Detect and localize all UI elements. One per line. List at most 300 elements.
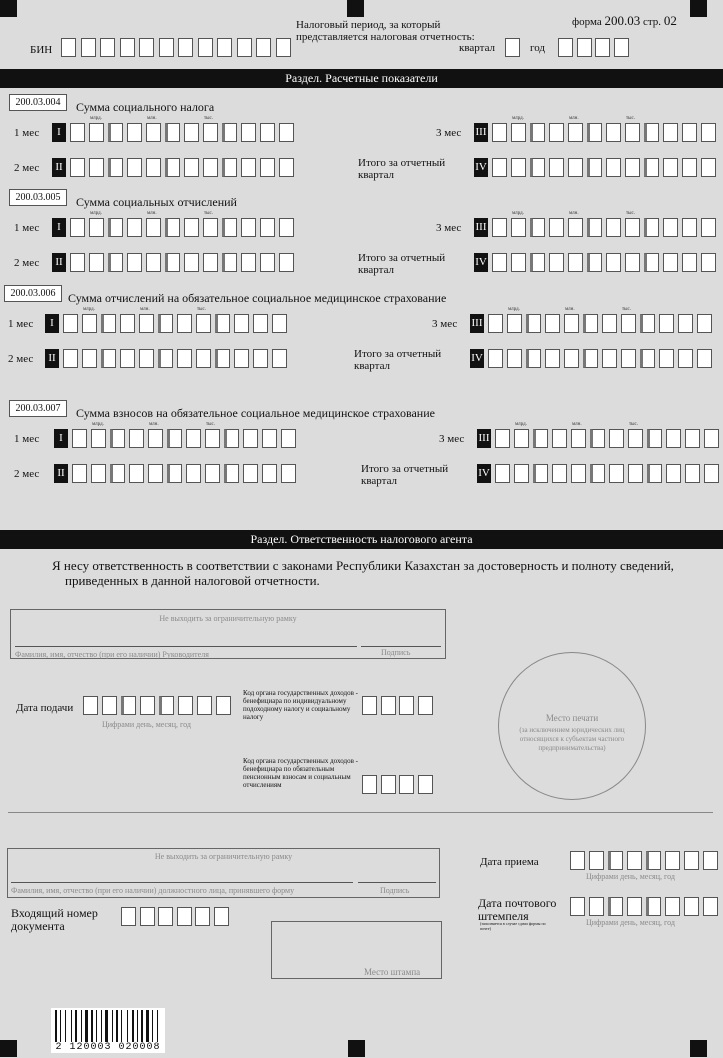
- amount-200.03.004-3-cell[interactable]: [587, 158, 602, 177]
- amount-200.03.006-0-cell[interactable]: [63, 314, 78, 333]
- incoming-number-cell[interactable]: [195, 907, 210, 926]
- amount-200.03.004-3-cell[interactable]: [682, 158, 697, 177]
- amount-200.03.006-0-cell[interactable]: [82, 314, 97, 333]
- amount-200.03.004-0-cell[interactable]: [260, 123, 275, 142]
- amount-200.03.006-0-cell[interactable]: [101, 314, 116, 333]
- amount-200.03.006-3-cell[interactable]: [488, 349, 503, 368]
- amount-200.03.004-1-cell[interactable]: [165, 158, 180, 177]
- year-cell[interactable]: [558, 38, 573, 57]
- amount-200.03.005-3-cell[interactable]: [530, 253, 545, 272]
- amount-200.03.005-3-cell[interactable]: [625, 253, 640, 272]
- accept-date-cell[interactable]: [627, 851, 642, 870]
- amount-200.03.006-3-cell[interactable]: [659, 349, 674, 368]
- amount-200.03.004-3-cell[interactable]: [644, 158, 659, 177]
- amount-200.03.007-2-cell[interactable]: [628, 429, 643, 448]
- amount-200.03.004-2-cell[interactable]: [530, 123, 545, 142]
- amount-200.03.005-0-cell[interactable]: [184, 218, 199, 237]
- year-cell[interactable]: [595, 38, 610, 57]
- amount-200.03.007-3-cell[interactable]: [704, 464, 719, 483]
- submission-date-cell[interactable]: [140, 696, 155, 715]
- amount-200.03.004-3-cell[interactable]: [663, 158, 678, 177]
- accept-date-cell[interactable]: [608, 851, 623, 870]
- quarter-field[interactable]: [505, 38, 520, 57]
- amount-200.03.004-3-cell[interactable]: [625, 158, 640, 177]
- postmark-date-cell[interactable]: [665, 897, 680, 916]
- amount-200.03.007-3-cell[interactable]: [647, 464, 662, 483]
- amount-200.03.005-1-cell[interactable]: [184, 253, 199, 272]
- incoming-number-cell[interactable]: [158, 907, 173, 926]
- barcode-bar: [157, 1010, 158, 1042]
- amount-200.03.004-3-cell[interactable]: [492, 158, 507, 177]
- amount-200.03.005-2-cell[interactable]: [663, 218, 678, 237]
- corner-mark-bottom-center: [348, 1040, 365, 1057]
- amount-200.03.007-0-cell[interactable]: [110, 429, 125, 448]
- amount-200.03.004-1-cell[interactable]: [203, 158, 218, 177]
- amount-200.03.004-2-cell[interactable]: [682, 123, 697, 142]
- amount-200.03.007-1-cell[interactable]: [224, 464, 239, 483]
- amount-200.03.006-2-cell[interactable]: [659, 314, 674, 333]
- amount-200.03.006-1-cell[interactable]: [139, 349, 154, 368]
- amount-200.03.005-3-cell[interactable]: [549, 253, 564, 272]
- postmark-date-cell[interactable]: [627, 897, 642, 916]
- amount-200.03.004-0-cell[interactable]: [70, 123, 85, 142]
- amount-200.03.004-2-cell[interactable]: [701, 123, 716, 142]
- roman-marker-2: III: [477, 429, 491, 448]
- amount-200.03.006-2-cell[interactable]: [545, 314, 560, 333]
- form-prefix: форма: [572, 16, 602, 28]
- amount-200.03.006-3-cell[interactable]: [526, 349, 541, 368]
- amount-200.03.004-2-cell[interactable]: [587, 123, 602, 142]
- amount-200.03.004-1-cell[interactable]: [108, 158, 123, 177]
- bin-cell[interactable]: [100, 38, 115, 57]
- incoming-number-cell[interactable]: [214, 907, 229, 926]
- bin-cell[interactable]: [276, 38, 291, 57]
- head-signature-box[interactable]: [10, 609, 446, 659]
- amount-200.03.005-3-cell[interactable]: [606, 253, 621, 272]
- amount-200.03.005-2-cell[interactable]: [587, 218, 602, 237]
- bin-cell[interactable]: [139, 38, 154, 57]
- amount-200.03.004-0-cell[interactable]: [203, 123, 218, 142]
- amount-200.03.006-1-cell[interactable]: [101, 349, 116, 368]
- unit-ths: тыс.: [626, 116, 636, 121]
- amount-200.03.005-1-cell[interactable]: [165, 253, 180, 272]
- amount-200.03.004-2-cell[interactable]: [568, 123, 583, 142]
- unit-mln: млн.: [147, 211, 157, 216]
- unit-ths: тыс.: [626, 211, 636, 216]
- unit-mln: млн.: [149, 422, 159, 427]
- accept-date-cell[interactable]: [570, 851, 585, 870]
- amount-200.03.006-0-cell[interactable]: [120, 314, 135, 333]
- amount-200.03.007-0-cell[interactable]: [186, 429, 201, 448]
- postmark-date-cell[interactable]: [646, 897, 661, 916]
- line-title-200.03.006: Сумма отчислений на обязательное социальное медицинское страхование: [68, 291, 447, 305]
- amount-200.03.007-3-cell[interactable]: [609, 464, 624, 483]
- unit-bln: млрд.: [512, 211, 524, 216]
- amount-200.03.006-0-cell[interactable]: [139, 314, 154, 333]
- amount-200.03.005-2-cell[interactable]: [644, 218, 659, 237]
- amount-200.03.005-0-cell[interactable]: [222, 218, 237, 237]
- amount-200.03.007-0-cell[interactable]: [148, 429, 163, 448]
- amount-200.03.007-2-cell[interactable]: [666, 429, 681, 448]
- amount-200.03.007-1-cell[interactable]: [72, 464, 87, 483]
- amount-200.03.006-3-cell[interactable]: [678, 349, 693, 368]
- amount-200.03.005-3-cell[interactable]: [701, 253, 716, 272]
- amount-200.03.005-0-cell[interactable]: [146, 218, 161, 237]
- amount-200.03.005-3-cell[interactable]: [492, 253, 507, 272]
- amount-200.03.007-2-cell[interactable]: [685, 429, 700, 448]
- corner-mark-top-center: [347, 0, 364, 17]
- amount-200.03.006-2-cell[interactable]: [678, 314, 693, 333]
- accept-date-cell[interactable]: [665, 851, 680, 870]
- postmark-date-hint: Цифрами день, месяц, год: [586, 918, 675, 927]
- postmark-date-cell[interactable]: [570, 897, 585, 916]
- amount-200.03.004-2-cell[interactable]: [549, 123, 564, 142]
- amount-200.03.004-1-cell[interactable]: [260, 158, 275, 177]
- barcode-number: 2 120003 020008: [55, 1042, 161, 1053]
- amount-200.03.007-1-cell[interactable]: [186, 464, 201, 483]
- amount-200.03.007-1-cell[interactable]: [91, 464, 106, 483]
- amount-200.03.006-0-cell[interactable]: [215, 314, 230, 333]
- amount-200.03.006-2-cell[interactable]: [697, 314, 712, 333]
- stamp-place-box: [271, 921, 442, 979]
- amount-200.03.007-0-cell[interactable]: [167, 429, 182, 448]
- submission-date-cell[interactable]: [159, 696, 174, 715]
- barcode-bar: [65, 1010, 66, 1042]
- amount-200.03.004-2-cell[interactable]: [625, 123, 640, 142]
- receiver-signature-box[interactable]: [7, 848, 440, 898]
- postmark-date-cell[interactable]: [589, 897, 604, 916]
- head-sign-caption: Подпись: [381, 648, 411, 657]
- amount-200.03.007-1-cell[interactable]: [110, 464, 125, 483]
- amount-200.03.004-3-cell[interactable]: [568, 158, 583, 177]
- amount-200.03.005-0-cell[interactable]: [89, 218, 104, 237]
- amount-200.03.005-1-cell[interactable]: [260, 253, 275, 272]
- roman-marker-1: II: [52, 158, 66, 177]
- amount-200.03.005-2-cell[interactable]: [568, 218, 583, 237]
- head-sign-line: [361, 646, 441, 647]
- amount-200.03.007-3-cell[interactable]: [666, 464, 681, 483]
- amount-200.03.007-3-cell[interactable]: [590, 464, 605, 483]
- bin-cell[interactable]: [81, 38, 96, 57]
- amount-200.03.005-0-cell[interactable]: [260, 218, 275, 237]
- postmark-date-cell[interactable]: [608, 897, 623, 916]
- submission-date-cell[interactable]: [216, 696, 231, 715]
- code-recipient-2-cell[interactable]: [362, 775, 377, 794]
- barcode-bar: [127, 1010, 128, 1042]
- amount-200.03.004-0-cell[interactable]: [146, 123, 161, 142]
- unit-bln: млрд.: [512, 116, 524, 121]
- total-label-line2: квартал: [361, 475, 398, 487]
- amount-200.03.004-0-cell[interactable]: [108, 123, 123, 142]
- amount-200.03.005-2-cell[interactable]: [492, 218, 507, 237]
- roman-marker-2: III: [474, 218, 488, 237]
- amount-200.03.004-3-cell[interactable]: [549, 158, 564, 177]
- amount-200.03.004-3-cell[interactable]: [530, 158, 545, 177]
- amount-200.03.007-0-cell[interactable]: [72, 429, 87, 448]
- head-signature-hint: Не выходить за ограничительную рамку: [159, 614, 297, 623]
- amount-200.03.004-1-cell[interactable]: [241, 158, 256, 177]
- amount-200.03.005-1-cell[interactable]: [70, 253, 85, 272]
- accept-date-cell[interactable]: [646, 851, 661, 870]
- amount-200.03.006-2-cell[interactable]: [583, 314, 598, 333]
- code-recipient-2-cell[interactable]: [381, 775, 396, 794]
- amount-200.03.006-1-cell[interactable]: [177, 349, 192, 368]
- amount-200.03.005-3-cell[interactable]: [682, 253, 697, 272]
- amount-200.03.007-0-cell[interactable]: [243, 429, 258, 448]
- amount-200.03.004-0-cell[interactable]: [279, 123, 294, 142]
- amount-200.03.006-3-cell[interactable]: [640, 349, 655, 368]
- year-cell[interactable]: [577, 38, 592, 57]
- amount-200.03.006-2-cell[interactable]: [564, 314, 579, 333]
- bin-cell[interactable]: [120, 38, 135, 57]
- amount-200.03.006-1-cell[interactable]: [215, 349, 230, 368]
- amount-200.03.005-1-cell[interactable]: [127, 253, 142, 272]
- submission-date-cell[interactable]: [83, 696, 98, 715]
- amount-200.03.006-2-cell[interactable]: [621, 314, 636, 333]
- row-label-0: 1 мес: [14, 433, 40, 445]
- year-cell[interactable]: [614, 38, 629, 57]
- code-recipient-1-cell[interactable]: [362, 696, 377, 715]
- amount-200.03.004-2-cell[interactable]: [511, 123, 526, 142]
- amount-200.03.005-0-cell[interactable]: [108, 218, 123, 237]
- amount-200.03.005-2-cell[interactable]: [511, 218, 526, 237]
- amount-200.03.005-3-cell[interactable]: [587, 253, 602, 272]
- unit-mln: млн.: [572, 422, 582, 427]
- barcode-bar: [101, 1010, 102, 1042]
- barcode-bar: [105, 1010, 108, 1042]
- amount-200.03.004-1-cell[interactable]: [89, 158, 104, 177]
- amount-200.03.006-1-cell[interactable]: [272, 349, 287, 368]
- amount-200.03.007-2-cell[interactable]: [571, 429, 586, 448]
- amount-200.03.005-3-cell[interactable]: [644, 253, 659, 272]
- amount-200.03.007-2-cell[interactable]: [514, 429, 529, 448]
- code-recipient-1-cell[interactable]: [418, 696, 433, 715]
- amount-200.03.005-1-cell[interactable]: [222, 253, 237, 272]
- total-label-line1: Итого за отчетный: [358, 252, 446, 264]
- amount-200.03.007-3-cell[interactable]: [552, 464, 567, 483]
- unit-mln: млн.: [147, 116, 157, 121]
- amount-200.03.004-2-cell[interactable]: [663, 123, 678, 142]
- amount-200.03.006-0-cell[interactable]: [196, 314, 211, 333]
- code-recipient-2-cell[interactable]: [399, 775, 414, 794]
- unit-mln: млн.: [569, 116, 579, 121]
- amount-200.03.005-1-cell[interactable]: [89, 253, 104, 272]
- amount-200.03.006-0-cell[interactable]: [177, 314, 192, 333]
- amount-200.03.006-1-cell[interactable]: [253, 349, 268, 368]
- postmark-date-cell[interactable]: [703, 897, 718, 916]
- corner-mark-top-left: [0, 0, 17, 17]
- amount-200.03.007-3-cell[interactable]: [571, 464, 586, 483]
- amount-200.03.004-1-cell[interactable]: [279, 158, 294, 177]
- amount-200.03.007-3-cell[interactable]: [514, 464, 529, 483]
- bin-cell[interactable]: [61, 38, 76, 57]
- postmark-date-cell[interactable]: [684, 897, 699, 916]
- submission-date-cell[interactable]: [178, 696, 193, 715]
- form-number: 200.03: [604, 13, 641, 28]
- amount-200.03.005-2-cell[interactable]: [606, 218, 621, 237]
- amount-200.03.006-3-cell[interactable]: [697, 349, 712, 368]
- amount-200.03.005-2-cell[interactable]: [530, 218, 545, 237]
- accept-date-cell[interactable]: [589, 851, 604, 870]
- amount-200.03.006-2-cell[interactable]: [602, 314, 617, 333]
- amount-200.03.007-3-cell[interactable]: [533, 464, 548, 483]
- amount-200.03.006-0-cell[interactable]: [158, 314, 173, 333]
- bin-cell[interactable]: [178, 38, 193, 57]
- amount-200.03.007-0-cell[interactable]: [129, 429, 144, 448]
- accept-date-hint: Цифрами день, месяц, год: [586, 872, 675, 881]
- amount-200.03.005-1-cell[interactable]: [279, 253, 294, 272]
- head-name-line: [15, 646, 357, 647]
- amount-200.03.004-2-cell[interactable]: [606, 123, 621, 142]
- amount-200.03.006-2-cell[interactable]: [640, 314, 655, 333]
- amount-200.03.005-0-cell[interactable]: [203, 218, 218, 237]
- amount-200.03.005-0-cell[interactable]: [241, 218, 256, 237]
- amount-200.03.006-0-cell[interactable]: [272, 314, 287, 333]
- amount-200.03.004-1-cell[interactable]: [146, 158, 161, 177]
- incoming-number-cell[interactable]: [177, 907, 192, 926]
- barcode-bar: [75, 1010, 77, 1042]
- amount-200.03.005-1-cell[interactable]: [146, 253, 161, 272]
- amount-200.03.005-3-cell[interactable]: [568, 253, 583, 272]
- amount-200.03.007-2-cell[interactable]: [647, 429, 662, 448]
- amount-200.03.005-1-cell[interactable]: [108, 253, 123, 272]
- amount-200.03.007-2-cell[interactable]: [552, 429, 567, 448]
- amount-200.03.004-1-cell[interactable]: [184, 158, 199, 177]
- amount-200.03.005-2-cell[interactable]: [682, 218, 697, 237]
- amount-200.03.006-2-cell[interactable]: [507, 314, 522, 333]
- amount-200.03.004-3-cell[interactable]: [511, 158, 526, 177]
- amount-200.03.004-1-cell[interactable]: [127, 158, 142, 177]
- amount-200.03.005-1-cell[interactable]: [203, 253, 218, 272]
- bin-cell[interactable]: [237, 38, 252, 57]
- incoming-number-cell[interactable]: [140, 907, 155, 926]
- amount-200.03.007-1-cell[interactable]: [243, 464, 258, 483]
- submission-date-cell[interactable]: [121, 696, 136, 715]
- amount-200.03.004-0-cell[interactable]: [184, 123, 199, 142]
- amount-200.03.006-1-cell[interactable]: [82, 349, 97, 368]
- bin-cell[interactable]: [217, 38, 232, 57]
- roman-marker-0: I: [52, 123, 66, 142]
- amount-200.03.005-2-cell[interactable]: [549, 218, 564, 237]
- amount-200.03.007-1-cell[interactable]: [129, 464, 144, 483]
- amount-200.03.004-0-cell[interactable]: [89, 123, 104, 142]
- year-label: год: [530, 42, 546, 54]
- roman-marker-0: I: [45, 314, 59, 333]
- amount-200.03.004-3-cell[interactable]: [701, 158, 716, 177]
- amount-200.03.006-1-cell[interactable]: [234, 349, 249, 368]
- amount-200.03.006-3-cell[interactable]: [507, 349, 522, 368]
- unit-ths: тыс.: [204, 116, 214, 121]
- amount-200.03.005-0-cell[interactable]: [279, 218, 294, 237]
- amount-200.03.005-2-cell[interactable]: [625, 218, 640, 237]
- amount-200.03.005-0-cell[interactable]: [127, 218, 142, 237]
- unit-bln: млрд.: [508, 307, 520, 312]
- amount-200.03.004-2-cell[interactable]: [492, 123, 507, 142]
- amount-200.03.006-3-cell[interactable]: [545, 349, 560, 368]
- amount-200.03.004-1-cell[interactable]: [70, 158, 85, 177]
- amount-200.03.005-3-cell[interactable]: [663, 253, 678, 272]
- amount-200.03.007-0-cell[interactable]: [281, 429, 296, 448]
- amount-200.03.006-3-cell[interactable]: [602, 349, 617, 368]
- amount-200.03.004-0-cell[interactable]: [241, 123, 256, 142]
- declaration-text: Я несу ответственность в соответствии с законами Республики Казахстан за достоверность и полноту сведений, приведенных в данной налоговой отчетности.: [52, 558, 674, 588]
- code-recipient-1-label: Код органа государственных доходов - бенефициара по индивидуальному подоходному налогу и социальному налогу: [243, 689, 358, 721]
- amount-200.03.007-3-cell[interactable]: [628, 464, 643, 483]
- amount-200.03.006-0-cell[interactable]: [253, 314, 268, 333]
- accept-date-cell[interactable]: [684, 851, 699, 870]
- barcode-bar: [146, 1010, 149, 1042]
- amount-200.03.007-2-cell[interactable]: [533, 429, 548, 448]
- barcode-bar: [96, 1010, 97, 1042]
- submission-date-cell[interactable]: [102, 696, 117, 715]
- amount-200.03.006-2-cell[interactable]: [488, 314, 503, 333]
- amount-200.03.005-2-cell[interactable]: [701, 218, 716, 237]
- barcode-bar: [112, 1010, 113, 1042]
- amount-200.03.006-2-cell[interactable]: [526, 314, 541, 333]
- amount-200.03.006-1-cell[interactable]: [120, 349, 135, 368]
- amount-200.03.005-1-cell[interactable]: [241, 253, 256, 272]
- amount-200.03.007-3-cell[interactable]: [495, 464, 510, 483]
- amount-200.03.004-0-cell[interactable]: [165, 123, 180, 142]
- amount-200.03.007-1-cell[interactable]: [205, 464, 220, 483]
- amount-200.03.005-3-cell[interactable]: [511, 253, 526, 272]
- amount-200.03.004-1-cell[interactable]: [222, 158, 237, 177]
- seal-place: [498, 652, 646, 800]
- amount-200.03.007-0-cell[interactable]: [262, 429, 277, 448]
- amount-200.03.004-0-cell[interactable]: [127, 123, 142, 142]
- amount-200.03.006-1-cell[interactable]: [196, 349, 211, 368]
- receiver-sign-caption: Подпись: [380, 886, 410, 895]
- amount-200.03.007-1-cell[interactable]: [262, 464, 277, 483]
- amount-200.03.005-0-cell[interactable]: [70, 218, 85, 237]
- submission-date-cell[interactable]: [197, 696, 212, 715]
- amount-200.03.007-2-cell[interactable]: [495, 429, 510, 448]
- amount-200.03.007-0-cell[interactable]: [205, 429, 220, 448]
- code-recipient-1-cell[interactable]: [399, 696, 414, 715]
- amount-200.03.007-0-cell[interactable]: [91, 429, 106, 448]
- code-recipient-2-cell[interactable]: [418, 775, 433, 794]
- amount-200.03.007-1-cell[interactable]: [281, 464, 296, 483]
- amount-200.03.007-2-cell[interactable]: [609, 429, 624, 448]
- code-recipient-1-cell[interactable]: [381, 696, 396, 715]
- incoming-number-cell[interactable]: [121, 907, 136, 926]
- amount-200.03.007-0-cell[interactable]: [224, 429, 239, 448]
- amount-200.03.004-3-cell[interactable]: [606, 158, 621, 177]
- amount-200.03.006-0-cell[interactable]: [234, 314, 249, 333]
- amount-200.03.007-2-cell[interactable]: [704, 429, 719, 448]
- bin-cell[interactable]: [159, 38, 174, 57]
- total-label-line1: Итого за отчетный: [358, 157, 446, 169]
- amount-200.03.004-2-cell[interactable]: [644, 123, 659, 142]
- amount-200.03.006-1-cell[interactable]: [63, 349, 78, 368]
- receiver-sign-line: [358, 882, 436, 883]
- amount-200.03.007-3-cell[interactable]: [685, 464, 700, 483]
- amount-200.03.007-2-cell[interactable]: [590, 429, 605, 448]
- amount-200.03.006-3-cell[interactable]: [621, 349, 636, 368]
- bin-cell[interactable]: [198, 38, 213, 57]
- amount-200.03.007-1-cell[interactable]: [148, 464, 163, 483]
- bin-cell[interactable]: [256, 38, 271, 57]
- total-label-line2: квартал: [354, 360, 391, 372]
- unit-ths: тыс.: [197, 307, 207, 312]
- amount-200.03.007-1-cell[interactable]: [167, 464, 182, 483]
- amount-200.03.006-1-cell[interactable]: [158, 349, 173, 368]
- amount-200.03.006-3-cell[interactable]: [583, 349, 598, 368]
- accept-date-cell[interactable]: [703, 851, 718, 870]
- amount-200.03.004-0-cell[interactable]: [222, 123, 237, 142]
- amount-200.03.005-0-cell[interactable]: [165, 218, 180, 237]
- amount-200.03.006-3-cell[interactable]: [564, 349, 579, 368]
